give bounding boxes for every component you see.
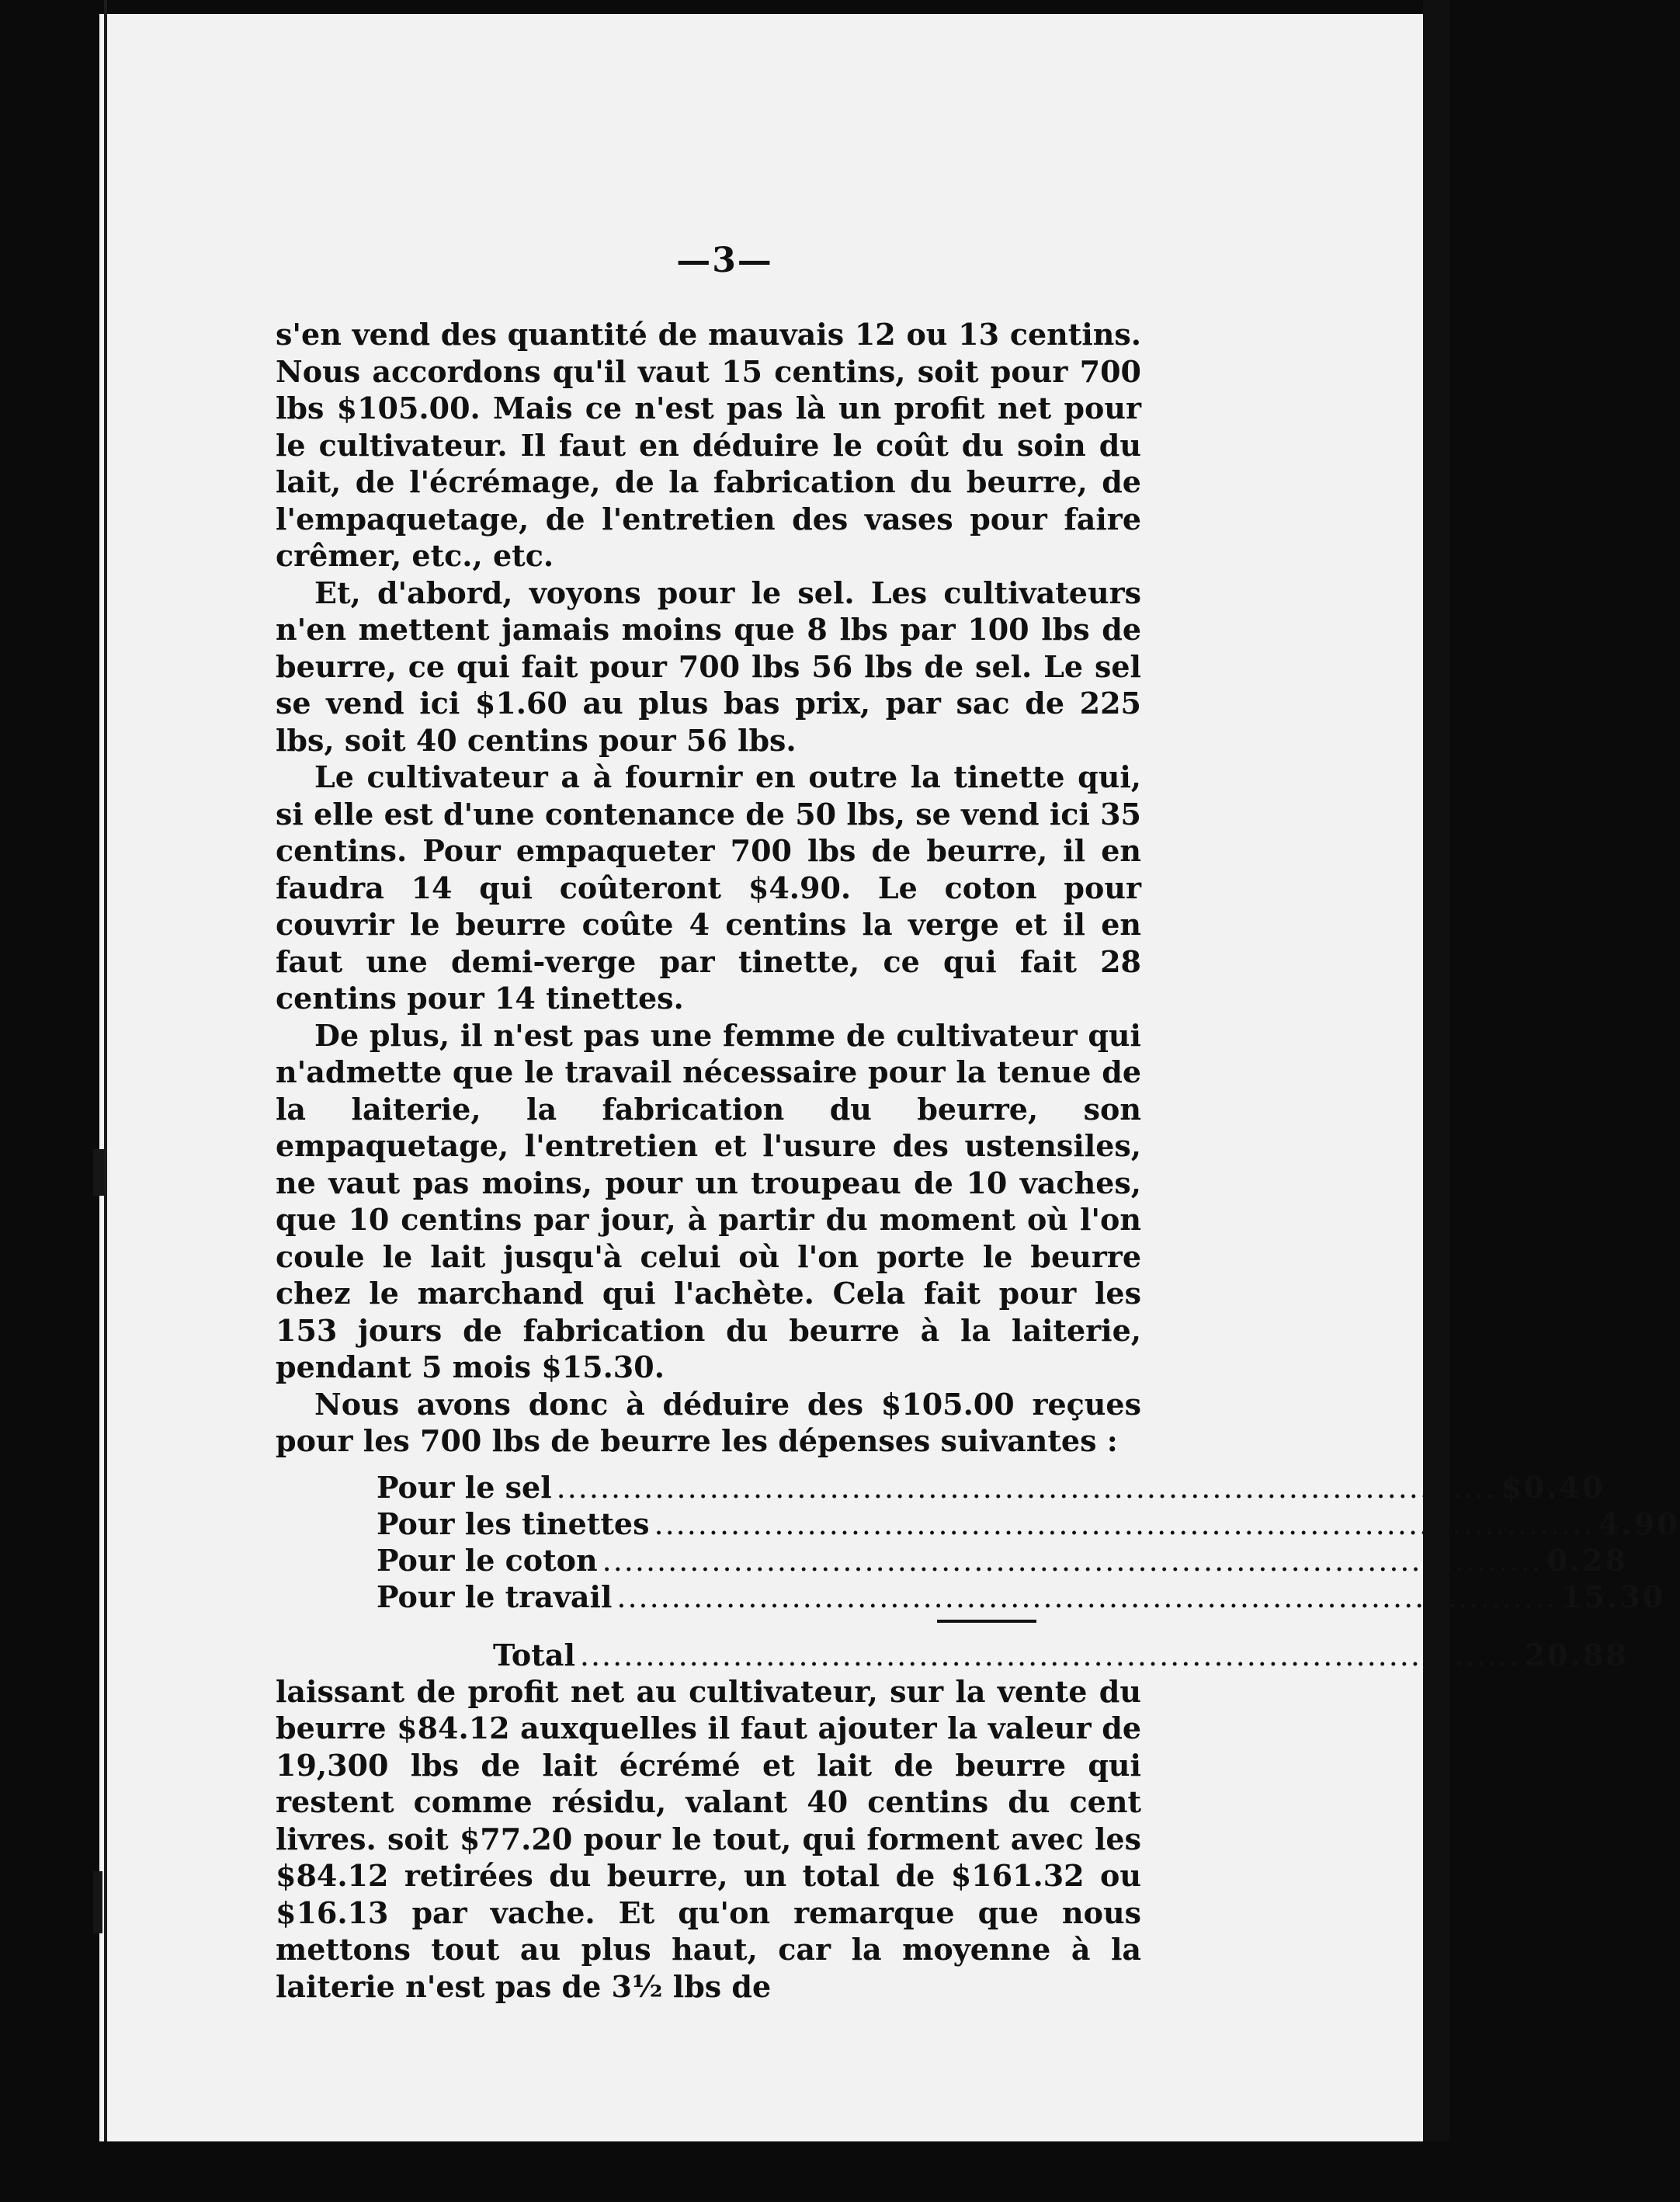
expense-row xyxy=(377,1506,1680,1542)
expense-row xyxy=(377,1579,1666,1615)
dot-leader: ...................................................................................... xyxy=(616,1579,1557,1614)
expense-label: Pour le sel xyxy=(377,1469,552,1505)
total-label: Total xyxy=(493,1637,575,1672)
expense-row xyxy=(377,1542,1629,1579)
paragraph: Et, d'abord, voyons pour le sel. Les cultivateurs n'en mettent jamais moins que 8 lbs par 100 lbs de beurre, ce qui fait pour 700 lbs 56 lbs de sel. Le sel se vend ici $1.60 au plus bas prix, par sac de 225 lbs, soit 40 centins pour 56 lbs. xyxy=(276,575,1141,758)
expense-amount: 15.30 xyxy=(1561,1579,1666,1614)
total-amount: 20.88 xyxy=(1524,1637,1629,1672)
expense-label: Pour les tinettes xyxy=(377,1506,650,1541)
paragraph: Nous avons donc à déduire des $105.00 reçues pour les 700 lbs de beurre les dépenses suivantes : xyxy=(276,1386,1141,1458)
expense-amount: 0.28 xyxy=(1546,1542,1629,1578)
expense-label: Pour le coton xyxy=(377,1542,598,1578)
margin-blot xyxy=(93,1149,104,1196)
expense-amount: 4.90 xyxy=(1598,1506,1680,1541)
dot-leader: ...................................................................................... xyxy=(579,1638,1520,1672)
margin-blot xyxy=(93,1871,102,1933)
expense-label: Pour le travail xyxy=(377,1579,613,1614)
paragraph: s'en vend des quantité de mauvais 12 ou 13 centins. Nous accordons qu'il vaut 15 centins, soit pour 700 lbs $105.00. Mais ce n'est pas là un profit net pour le cultivateur. Il faut en déduire le coût du soin du lait, de l'écrémage, de la fabrication du beurre, de l'empaquetage, de l'entretien des vases pour faire crêmer, etc., etc. xyxy=(276,317,1141,573)
paragraph: Le cultivateur a à fournir en outre la tinette qui, si elle est d'une contenance de 50 lbs, se vend ici 35 centins. Pour empaqueter 700 lbs de beurre, il en faudra 14 qui coûteront $4.90. Le coton pour couvrir le beurre coûte 4 centins la verge et il en faut une demi-verge par tinette, ce qui fait 28 centins pour 14 tinettes. xyxy=(276,759,1141,1016)
binding-gutter xyxy=(104,0,107,2202)
body-text xyxy=(276,316,1680,2005)
total-row xyxy=(377,1637,1629,1673)
dot-leader: ...................................................................................... xyxy=(556,1470,1497,1505)
expense-amount: $0.40 xyxy=(1501,1469,1605,1505)
paragraph: laissant de profit net au cultivateur, sur la vente du beurre $84.12 auxquelles il faut ajouter la valeur de 19,300 lbs de lait écrémé et lait de beurre qui restent comme résidu, valant 40 centins du cent livres. soit $77.20 pour le tout, qui forment avec les $84.12 retirées du beurre, un total de $161.32 ou $16.13 par vache. Et qu'on remarque que nous mettons tout au plus haut, car la moyenne à la laiterie n'est pas de 3½ lbs de xyxy=(276,1673,1141,2004)
scan-edge-right xyxy=(1423,0,1449,2202)
page-number: —3— xyxy=(676,241,773,280)
expense-table xyxy=(377,1469,1680,1673)
expense-row xyxy=(377,1469,1605,1506)
dot-leader: ...................................................................................... xyxy=(602,1543,1543,1578)
scan-edge-bottom xyxy=(0,2141,1449,2202)
dot-leader: ...................................................................................... xyxy=(654,1506,1595,1541)
paragraph: De plus, il n'est pas une femme de cultivateur qui n'admette que le travail nécessaire pour la tenue de la laiterie, la fabrication du beurre, son empaquetage, l'entretien et l'usure des ustensiles, ne vaut pas moins, pour un troupeau de 10 vaches, que 10 centins par jour, à partir du moment où l'on coule le lait jusqu'à celui où l'on porte le beurre chez le marchand qui l'achète. Cela fait pour les 153 jours de fabrication du beurre à la laiterie, pendant 5 mois $15.30. xyxy=(276,1017,1141,1384)
sum-rule xyxy=(937,1620,1036,1623)
